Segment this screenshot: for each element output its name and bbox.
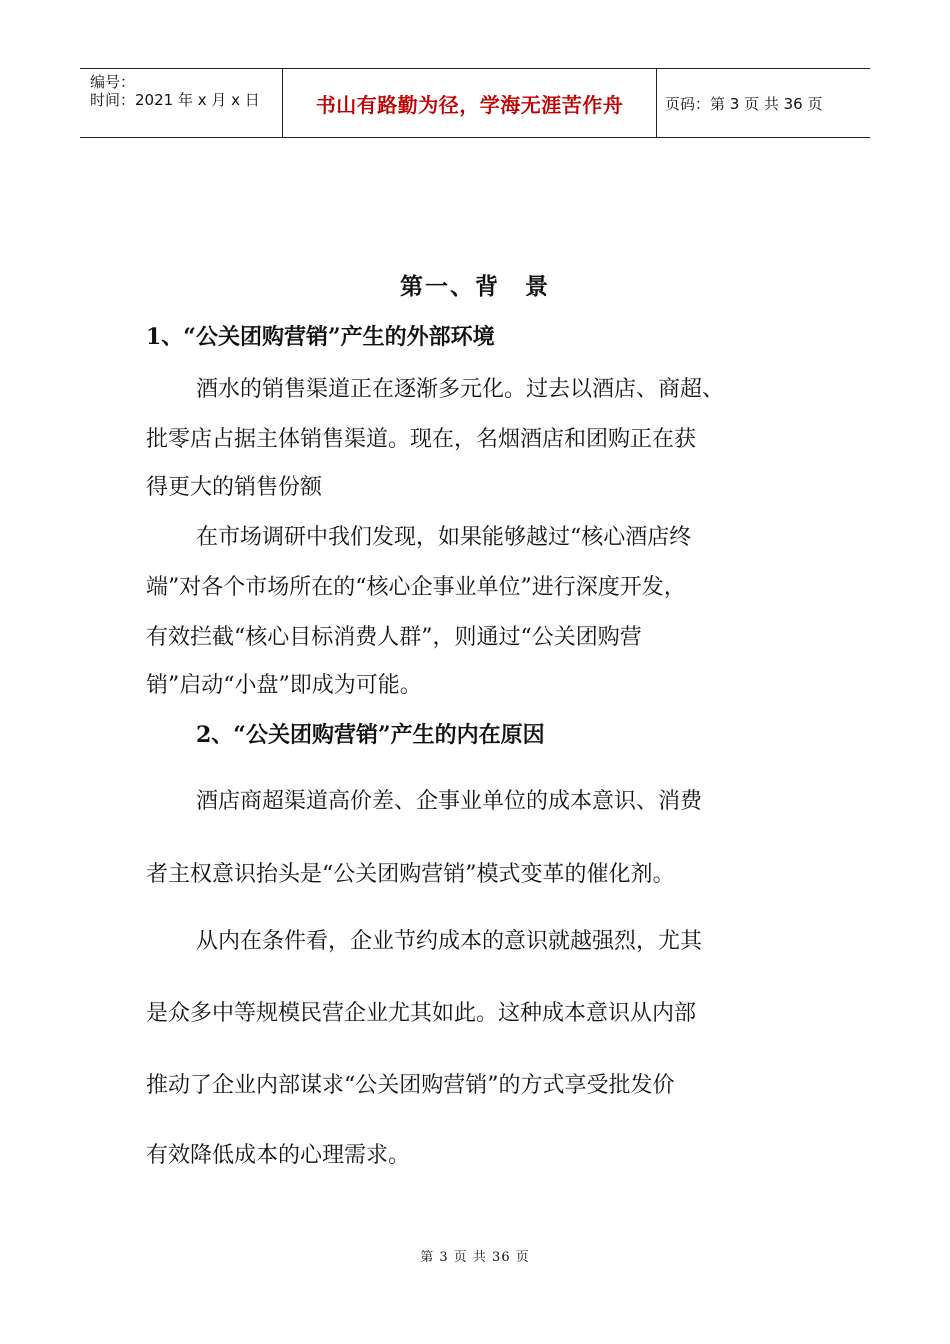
section1-para1-line1: 酒水的销售渠道正在逐渐多元化。过去以酒店、商超、: [196, 377, 725, 402]
section1-para2-line3: 有效拦截“核心目标消费人群”，则通过“公关团购营: [146, 625, 642, 650]
section2-para1-line1: 酒店商超渠道高价差、企事业单位的成本意识、消费: [196, 789, 703, 814]
section1-para1-line2: 批零店占据主体销售渠道。现在，名烟酒店和团购正在获: [146, 427, 697, 452]
header-meta-cell: [80, 69, 282, 137]
section2-heading: 2、“公关团购营销”产生的内在原因: [196, 722, 545, 748]
section1-para2-line1: 在市场调研中我们发现，如果能够越过“核心酒店终: [196, 525, 692, 550]
section1-heading: 1、“公关团购营销”产生的外部环境: [146, 324, 495, 350]
page-title: 第一、背 景: [400, 273, 550, 300]
section2-para2-line3: 推动了企业内部谋求“公关团购营销”的方式享受批发价: [146, 1073, 675, 1098]
code-label: 编号：: [90, 73, 136, 91]
section2-para2-line1: 从内在条件看，企业节约成本的意识就越强烈，尤其: [196, 929, 703, 954]
time-label: 时间：2021 年 x 月 x 日: [90, 91, 260, 109]
section1-para2-line4: 销”启动“小盘”即成为可能。: [146, 673, 422, 698]
section2-para2-line4: 有效降低成本的心理需求。: [146, 1143, 411, 1168]
header-page-cell: [655, 69, 870, 137]
motto-text: 书山有路勤为径，学海无涯苦作舟: [315, 92, 624, 117]
section1-para2-line2: 端”对各个市场所在的“核心企事业单位”进行深度开发，: [146, 575, 686, 600]
section1-para1-line3: 得更大的销售份额: [146, 475, 323, 500]
section2-para1-line2: 者主权意识抬头是“公关团购营销”模式变革的催化剂。: [146, 862, 675, 887]
header-table: [80, 68, 870, 138]
page-info: 页码：第 3 页 共 36 页: [665, 94, 823, 113]
section2-para2-line2: 是众多中等规模民营企业尤其如此。这种成本意识从内部: [146, 1001, 697, 1026]
header-motto-cell: [282, 69, 657, 137]
page-footer: 第 3 页 共 36 页: [420, 1250, 530, 1265]
